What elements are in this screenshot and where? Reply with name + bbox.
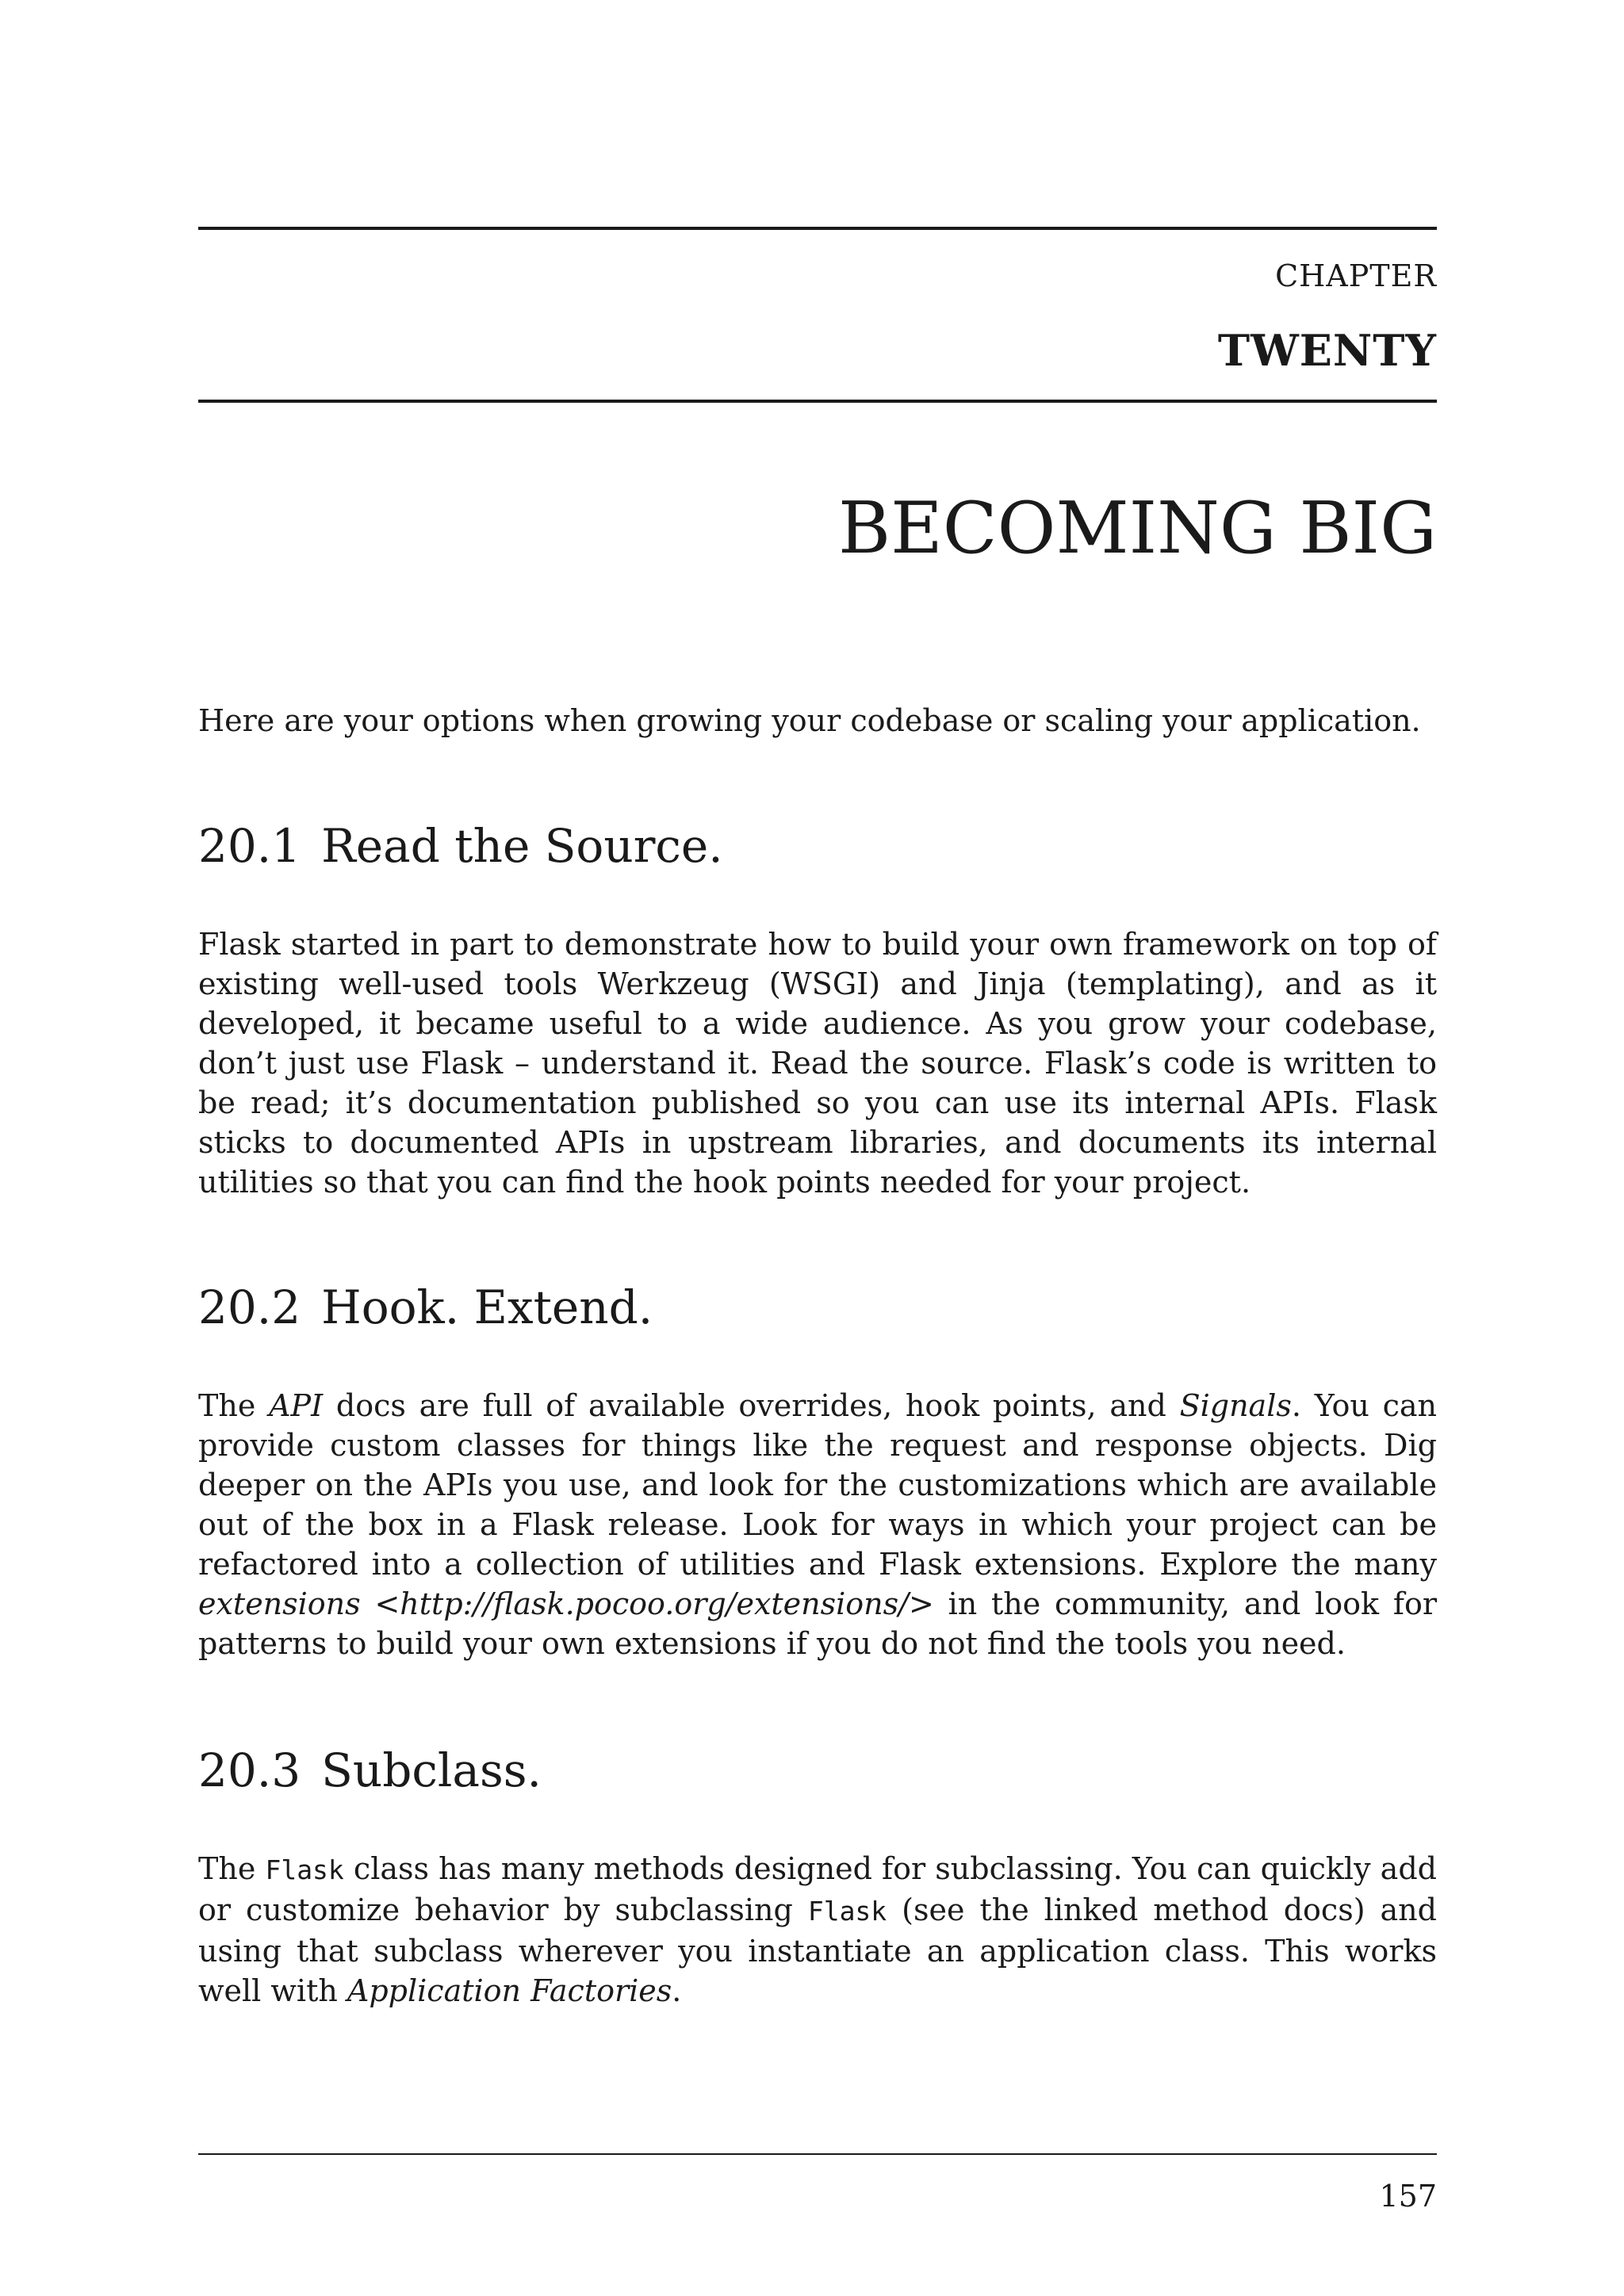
- section-heading-subclass: [198, 1743, 542, 1797]
- text-run: The: [198, 1851, 266, 1886]
- footer-rule: [198, 2153, 1437, 2155]
- code-flask: Flask: [807, 1896, 887, 1927]
- text-run: class has many methods designed for subclassing. You can quickly add or customize behavior by subclassing: [198, 1851, 1437, 1927]
- section-number: 20.1: [198, 819, 301, 873]
- text-run: The: [198, 1388, 270, 1423]
- extensions-link[interactable]: extensions: [198, 1586, 361, 1621]
- extensions-url[interactable]: <http://flask.pocoo.org/extensions/>: [374, 1586, 934, 1621]
- intro-text: Here are your options when growing your codebase or scaling your application.: [198, 703, 1421, 738]
- section-text: Flask started in part to demonstrate how to build your own framework on top of existing well-used tools Werkzeug (WSGI) and Jinja (templating), and as it developed, it became useful to a wide audience. As you grow your codebase, don’t just use Flask – understand it. Read the source. Flask’s code is written to be read; it’s documentation published so you can use its internal APIs. Flask sticks to documented APIs in upstream libraries, and documents its internal utilities so that you can find the hook points needed for your project.: [198, 927, 1437, 1200]
- section-title: Subclass.: [321, 1743, 542, 1797]
- code-flask: Flask: [265, 1854, 344, 1885]
- api-link[interactable]: API: [269, 1388, 324, 1423]
- intro-paragraph: [198, 701, 1437, 740]
- page-number: 157: [1379, 2179, 1437, 2214]
- section-title: Hook. Extend.: [321, 1280, 653, 1334]
- signals-link[interactable]: Signals: [1179, 1388, 1292, 1423]
- chapter-top-rule: [198, 227, 1437, 230]
- text-run: . You can provide custom classes for things like the request and response objects. Dig deeper on the APIs you use, and look for the customizations which are available out of the box in a Flask release. Look for ways in which your project can be refactored into a collection of utilities and Flask extensions. Explore the many: [198, 1388, 1437, 1582]
- text-run: docs are full of available overrides, hook points, and: [323, 1388, 1180, 1423]
- section-heading-hook-extend: [198, 1280, 653, 1334]
- section-text: [198, 1849, 1437, 2011]
- section-heading-read-the-source: [198, 819, 723, 873]
- section-number: 20.2: [198, 1280, 301, 1334]
- section-body-subclass: [198, 1849, 1437, 2011]
- section-body-hook-extend: [198, 1386, 1437, 1663]
- text-run: .: [672, 1973, 682, 2008]
- section-number: 20.3: [198, 1743, 301, 1797]
- section-body-read-the-source: [198, 924, 1437, 1202]
- chapter-number: TWENTY: [1217, 325, 1437, 376]
- chapter-bottom-rule: [198, 400, 1437, 403]
- section-text: [198, 1386, 1437, 1663]
- text-run: (see the linked method docs) and using that subclass wherever you instantiate an application class. This works well with: [198, 1892, 1437, 2008]
- application-factories-link[interactable]: Application Factories: [347, 1973, 672, 2008]
- chapter-title: BECOMING BIG: [837, 487, 1437, 570]
- text-run: in the community, and look for patterns to build your own extensions if you do not find the tools you need.: [198, 1586, 1437, 1661]
- section-title: Read the Source.: [321, 819, 723, 873]
- chapter-label: CHAPTER: [1275, 258, 1437, 293]
